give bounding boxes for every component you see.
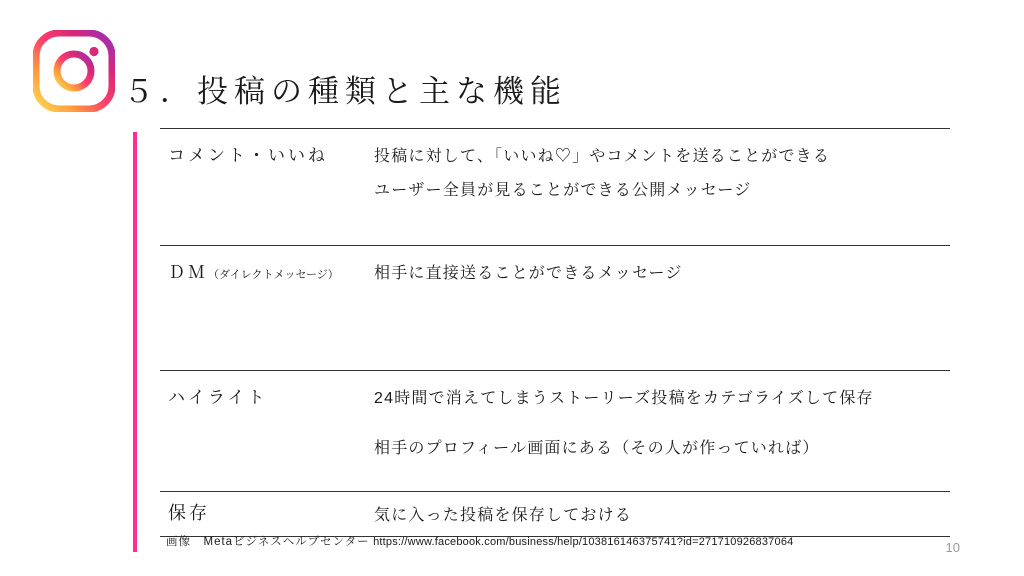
source-label: 画像 Metaビジネスヘルプセンター: [166, 536, 370, 548]
table-row: [160, 491, 950, 537]
row-description-line: 相手に直接送ることができるメッセージ: [374, 265, 683, 282]
table-row: [160, 370, 950, 491]
source-note: [166, 533, 793, 549]
row-description-line: 相手のプロフィール画面にある（その人が作っていれば）: [374, 440, 820, 457]
source-url[interactable]: https://www.facebook.com/business/help/103816146375741?id=271710926837064: [373, 536, 794, 548]
table-row: [160, 245, 950, 370]
row-label-text: ＤＭ: [168, 263, 208, 282]
row-description-line: 24時間で消えてしまうストーリーズ投稿をカテゴライズして保存: [374, 390, 874, 407]
row-label: [160, 246, 368, 370]
table-row: [160, 128, 950, 245]
page-number: 10: [945, 540, 960, 555]
page-title: ５．投稿の種類と主な機能: [123, 74, 567, 109]
row-label-text: 保存: [168, 503, 210, 523]
row-description-line: 投稿に対して、「いいね♡」やコメントを送ることができる: [374, 148, 831, 165]
row-description: [368, 371, 950, 491]
accent-bar: [133, 132, 137, 552]
row-description: [368, 246, 950, 370]
row-label: [160, 492, 368, 536]
row-description-line: 気に入った投稿を保存しておける: [374, 507, 633, 524]
row-label-text: ハイライト: [168, 388, 268, 407]
feature-table: [160, 128, 950, 537]
row-label-subtext: （ダイレクトメッセージ）: [208, 269, 339, 281]
row-description-line: ユーザー全員が見ることができる公開メッセージ: [374, 182, 752, 199]
row-label-text: コメント・いいね: [168, 146, 328, 165]
row-label: [160, 129, 368, 245]
row-description: [368, 129, 950, 245]
instagram-logo-icon: [33, 30, 115, 112]
row-description: [368, 492, 950, 536]
row-label: [160, 371, 368, 491]
